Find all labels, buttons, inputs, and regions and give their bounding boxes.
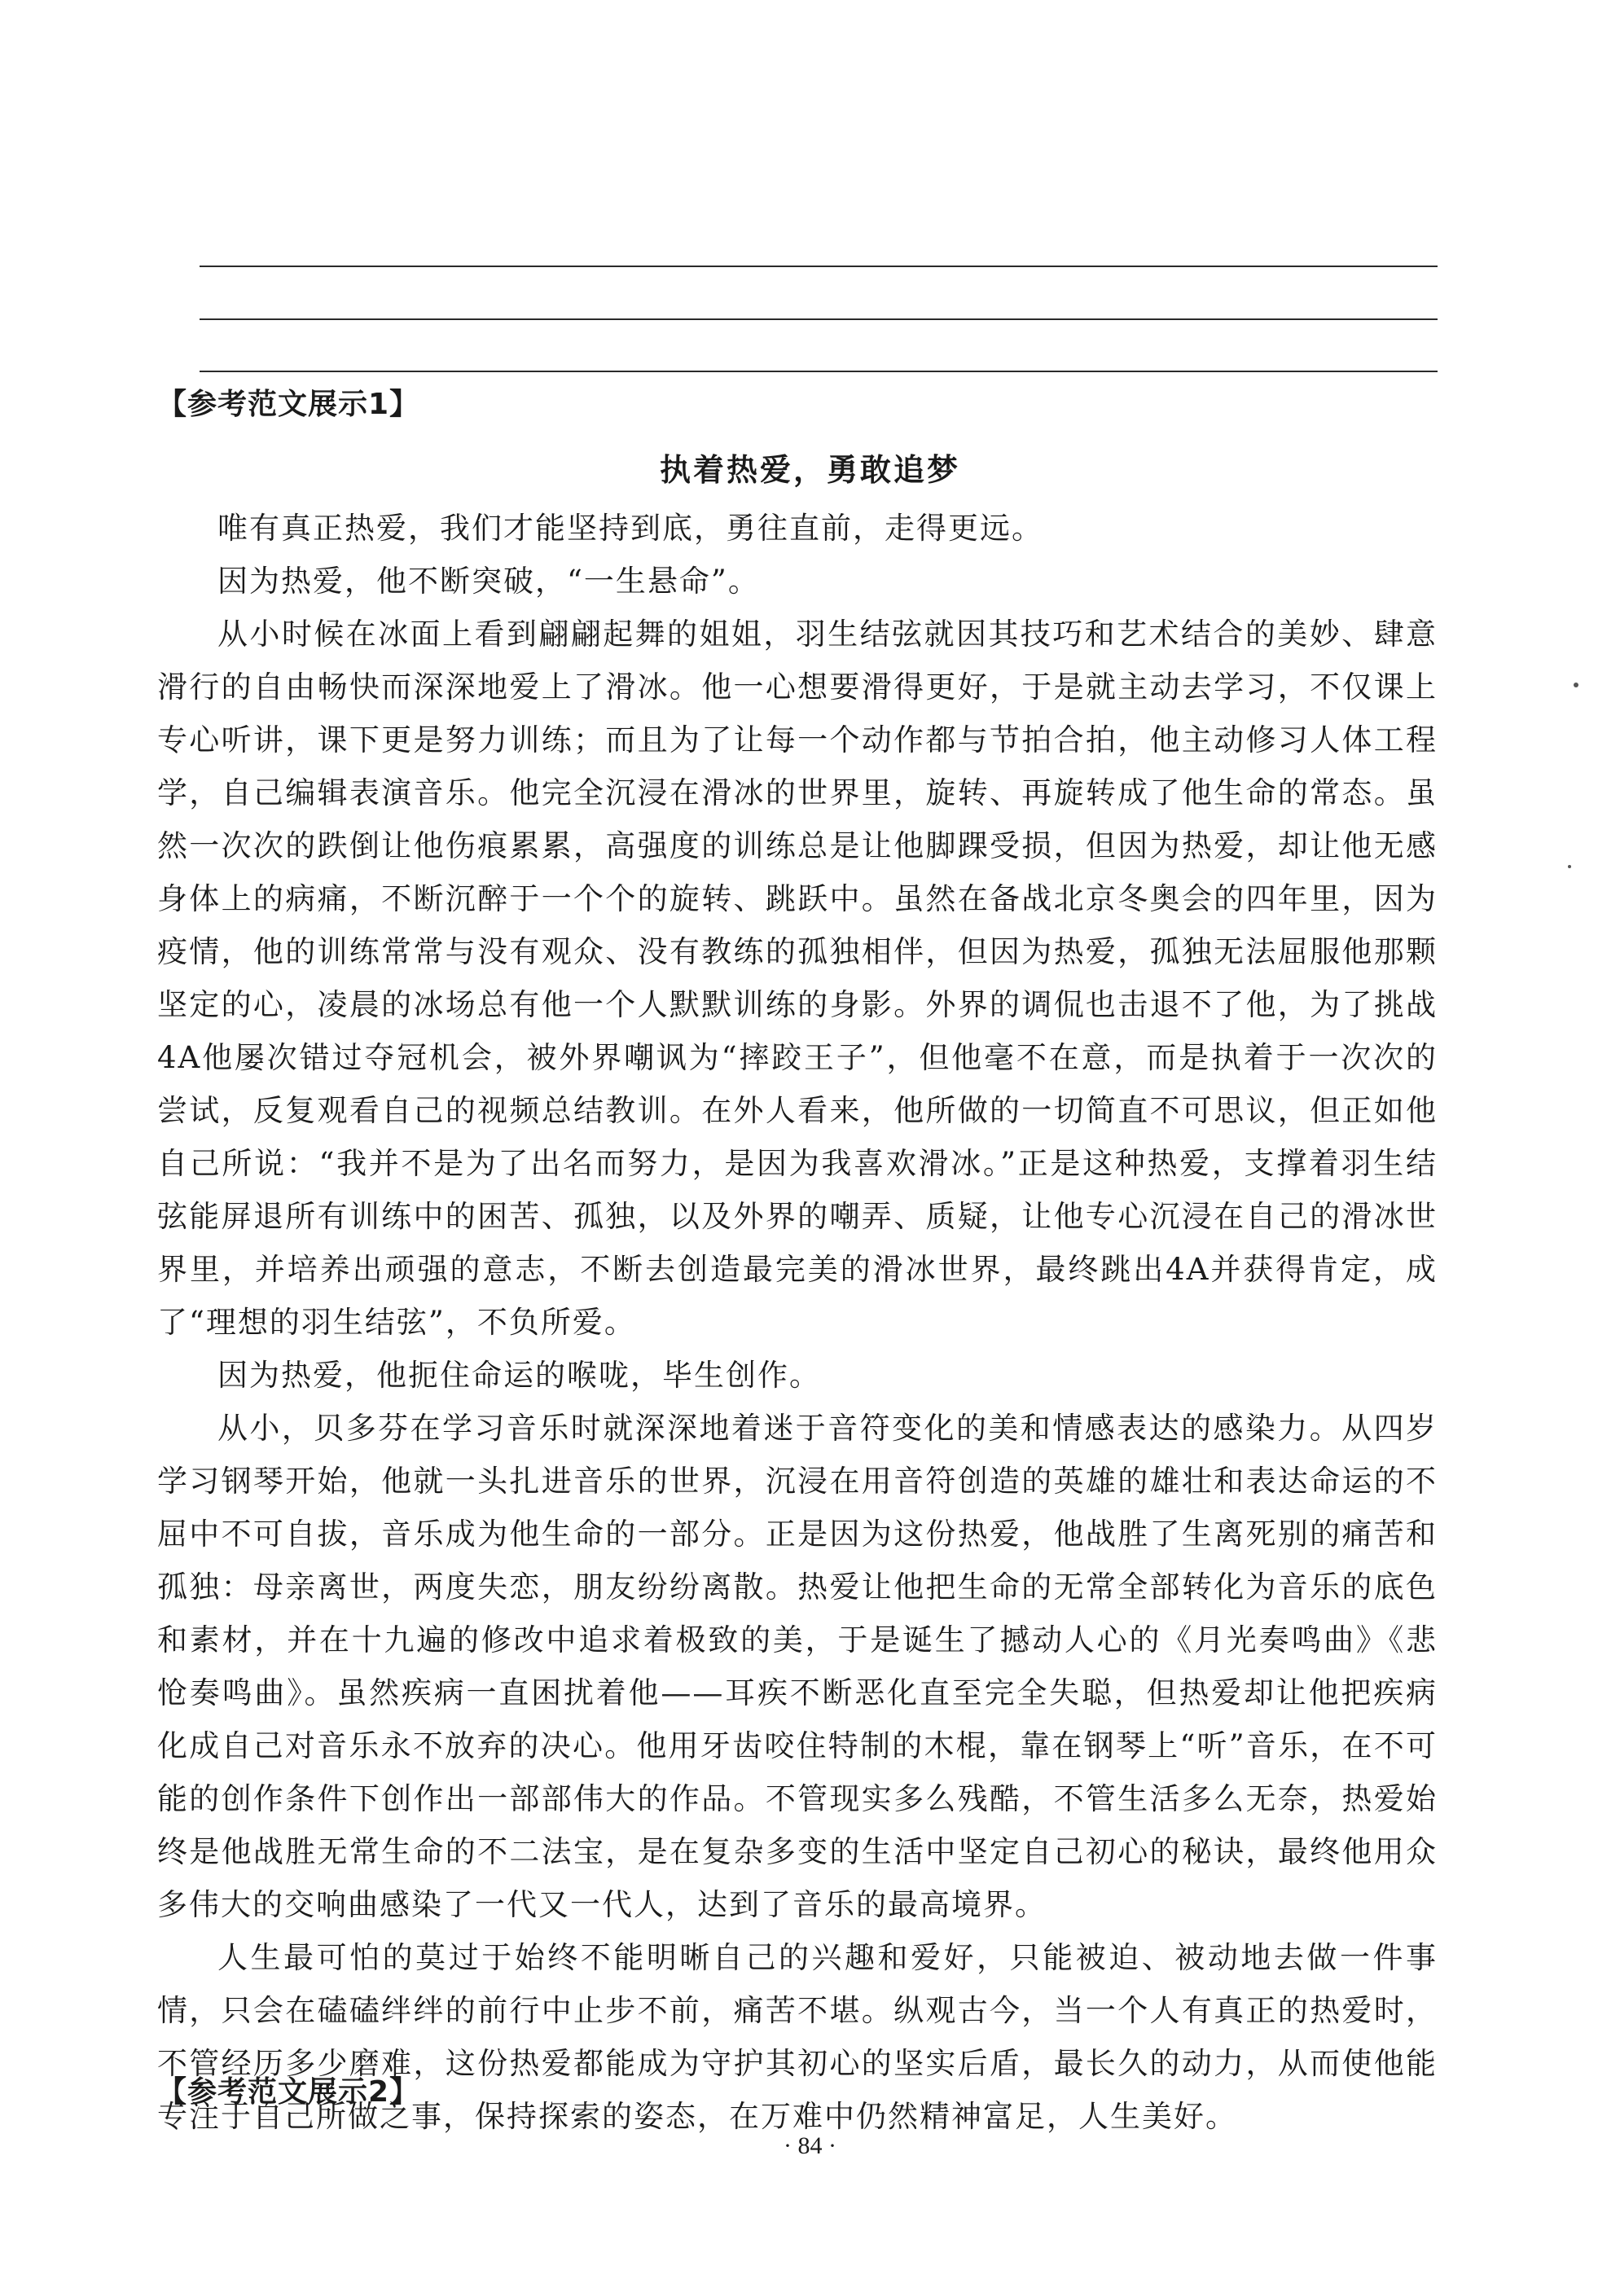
answer-line [200, 318, 1438, 320]
essay-paragraph: 从小时候在冰面上看到翩翩起舞的姐姐，羽生结弦就因其技巧和艺术结合的美妙、肆意滑行的自由畅快而深深地爱上了滑冰。他一心想要滑得更好，于是就主动去学习，不仅课上专心听讲，课下更是努力训练；而且为了让每一个动作都与节拍合拍，他主动修习人体工程学，自己编辑表演音乐。他完全沉浸在滑冰的世界里，旋转、再旋转成了他生命的常态。虽然一次次的跌倒让他伤痕累累，高强度的训练总是让他脚踝受损，但因为热爱，却让他无感身体上的病痛，不断沉醉于一个个的旋转、跳跃中。虽然在备战北京冬奥会的四年里，因为疫情，他的训练常常与没有观众、没有教练的孤独相伴，但因为热爱，孤独无法屈服他那颗坚定的心，凌晨的冰场总有他一个人默默训练的身影。外界的调侃也击退不了他，为了挑战4A他屡次错过夺冠机会，被外界嘲讽为“摔跤王子”，但他毫不在意，而是执着于一次次的尝试，反复观看自己的视频总结教训。在外人看来，他所做的一切简直不可思议，但正如他自己所说：“我并不是为了出名而努力，是因为我喜欢滑冰。”正是这种热爱，支撑着羽生结弦能屏退所有训练中的困苦、孤独，以及外界的嘲弄、质疑，让他专心沉浸在自己的滑冰世界里，并培养出顽强的意志，不断去创造最完美的滑冰世界，最终跳出4A并获得肯定，成了“理想的羽生结弦”，不负所爱。 [157, 617, 1438, 1340]
essay-paragraph: 唯有真正热爱，我们才能坚持到底，勇往直前，走得更远。 [217, 511, 1043, 546]
page-number: · 84 · [784, 2132, 836, 2159]
essay-body [157, 502, 1438, 2143]
section-label-sample-2: 【参考范文展示2】 [157, 2075, 420, 2109]
essay-paragraph: 从小，贝多芬在学习音乐时就深深地着迷于音符变化的美和情感表达的感染力。从四岁学习钢琴开始，他就一头扎进音乐的世界，沉浸在用音符创造的英雄的雄壮和表达命运的不屈中不可自拔，音乐成为他生命的一部分。正是因为这份热爱，他战胜了生离死别的痛苦和孤独：母亲离世，两度失恋，朋友纷纷离散。热爱让他把生命的无常全部转化为音乐的底色和素材，并在十九遍的修改中追求着极致的美，于是诞生了撼动人心的《月光奏鸣曲》《悲怆奏鸣曲》。虽然疾病一直困扰着他——耳疾不断恶化直至完全失聪，但热爱却让他把疾病化成自己对音乐永不放弃的决心。他用牙齿咬住特制的木棍，靠在钢琴上“听”音乐，在不可能的创作条件下创作出一部部伟大的作品。不管现实多么残酷，不管生活多么无奈，热爱始终是他战胜无常生命的不二法宝，是在复杂多变的生活中坚定自己初心的秘诀，最终他用众多伟大的交响曲感染了一代又一代人，达到了音乐的最高境界。 [157, 1411, 1438, 1922]
essay-paragraph: 因为热爱，他不断突破，“一生悬命”。 [217, 564, 760, 599]
answer-line [200, 266, 1438, 267]
scan-speck [1574, 683, 1578, 687]
essay-paragraph: 因为热爱，他扼住命运的喉咙，毕生创作。 [217, 1358, 821, 1393]
section-label-sample-1: 【参考范文展示1】 [157, 388, 420, 421]
essay-title: 执着热爱，勇敢追梦 [659, 452, 960, 488]
scan-speck [1568, 865, 1571, 868]
answer-line [200, 371, 1438, 372]
essay-paragraph: 人生最可怕的莫过于始终不能明晰自己的兴趣和爱好，只能被迫、被动地去做一件事情，只会在磕磕绊绊的前行中止步不前，痛苦不堪。纵观古今，当一个人有真正的热爱时，不管经历多少磨难，这份热爱都能成为守护其初心的坚实后盾，最长久的动力，从而使他能专注于自己所做之事，保持探索的姿态，在万难中仍然精神富足，人生美好。 [157, 1940, 1438, 2134]
